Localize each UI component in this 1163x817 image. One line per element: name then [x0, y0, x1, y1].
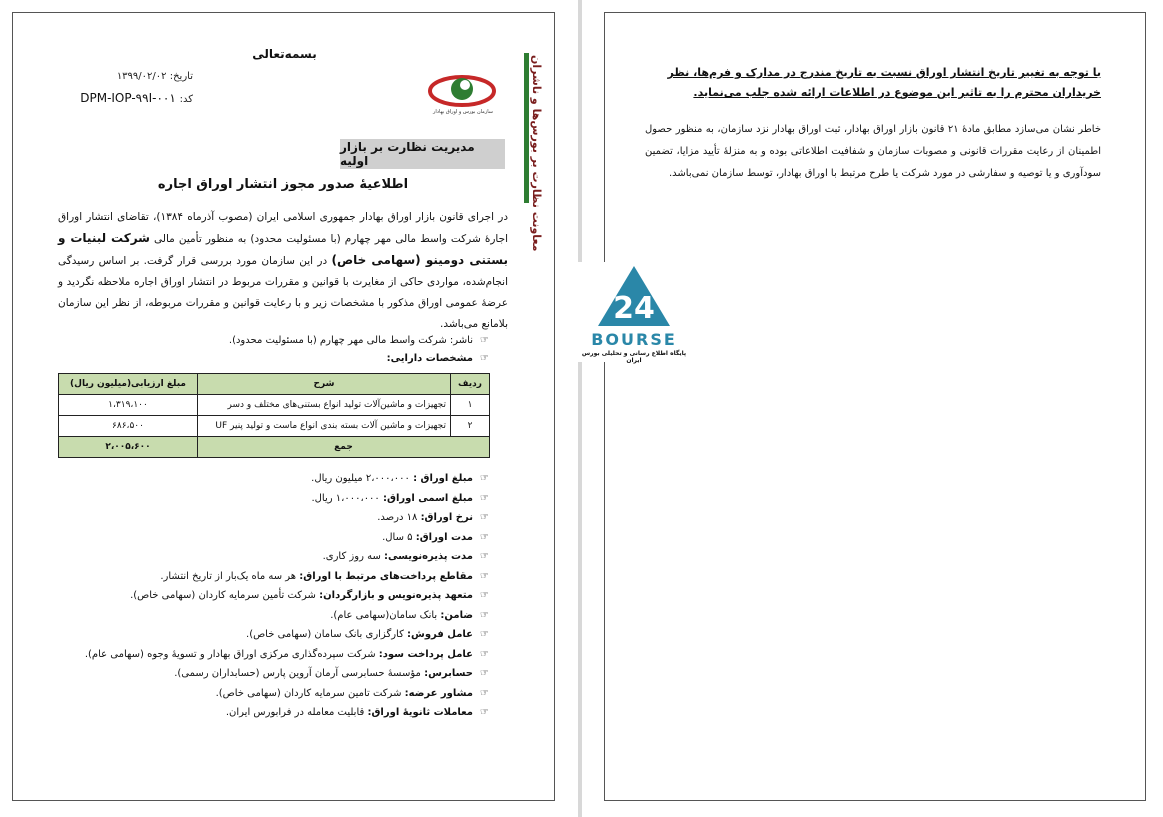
detail-item [69, 703, 489, 723]
issuer-list [69, 332, 489, 368]
bullet-icon: ☞ [480, 648, 489, 660]
details-list [69, 469, 489, 723]
table-cell: تجهیزات و ماشین آلات بسته بندی انواع ماست و تولید پنیر UF [198, 416, 451, 437]
detail-value: شرکت سپرده‌گذاری مرکزی اوراق بهادار و تسویۀ وجوه (سهامی عام). [84, 648, 376, 660]
sidebar-vertical-text: معاونت نظارت بر بورس‌ها و ناشران [530, 55, 543, 252]
table-cell: ۱،۳۱۹،۱۰۰ [59, 395, 198, 416]
bullet-icon: ☞ [480, 551, 489, 562]
detail-value: ۵ سال. [382, 531, 413, 543]
bullet-icon: ☞ [480, 492, 489, 504]
detail-label: حسابرس: [424, 668, 473, 679]
bullet-icon: ☞ [480, 609, 489, 621]
detail-label: مبلغ اسمی اوراق: [383, 492, 473, 504]
detail-value: شرکت تأمین سرمایه کاردان (سهامی خاص). [130, 590, 316, 601]
table-row [59, 416, 490, 437]
detail-label: متعهد پذیره‌نویس و بازارگردان: [319, 590, 473, 601]
detail-item [69, 489, 489, 509]
detail-value: شرکت تامین سرمایه کاردان (سهامی خاص). [215, 687, 402, 699]
detail-item [69, 567, 489, 587]
detail-item [69, 508, 489, 528]
detail-item [69, 547, 489, 567]
watermark-brand: BOURSE [591, 330, 677, 349]
detail-item [69, 625, 489, 645]
table-header-cell: شرح [198, 374, 451, 395]
detail-value: قابلیت معامله در فرابورس ایران. [225, 707, 365, 718]
detail-item [69, 586, 489, 606]
bullet-icon: ☞ [480, 668, 489, 679]
bullet-icon: ☞ [480, 590, 489, 601]
detail-value: ۱۸ درصد. [377, 512, 418, 523]
detail-label: مدت اوراق: [415, 531, 473, 543]
table-header-cell: ردیف [451, 374, 490, 395]
detail-item [69, 606, 489, 626]
right-page [604, 12, 1146, 801]
bullet-icon: ☞ [480, 335, 489, 346]
detail-label: ضامن: [440, 609, 473, 621]
code-label: کد: [179, 94, 193, 105]
watermark-number: 24 [613, 291, 655, 326]
detail-value: کارگزاری بانک سامان (سهامی خاص). [246, 629, 404, 640]
detail-label: مدت پذیره‌نویسی: [384, 551, 473, 562]
detail-value: ۲،۰۰۰،۰۰۰ میلیون ریال. [311, 473, 410, 484]
detail-label: مبلغ اوراق : [413, 473, 473, 484]
date-line [73, 71, 193, 82]
sec-logo-icon [426, 65, 498, 125]
detail-value: سه روز کاری. [322, 551, 381, 562]
basmala-header: بسمه‌تعالی [252, 47, 317, 61]
table-cell: ۶۸۶،۵۰۰ [59, 416, 198, 437]
paragraph-part-1: در اجرای قانون بازار اوراق بهادار جمهوری اسلامی ایران (مصوب آذرماه ۱۳۸۴)، تقاضای انتشار اوراق اجارۀ شرکت واسط مالی مهر چهارم (با مسئولیت محدود) به منظور تأمین مالی [58, 211, 509, 245]
date-value: ۱۳۹۹/۰۲/۰۲ [116, 71, 167, 82]
detail-value: بانک سامان(سهامی عام). [330, 609, 438, 621]
bullet-icon: ☞ [480, 707, 489, 718]
page-divider [578, 0, 582, 817]
intro-paragraph [58, 207, 508, 335]
table-row [59, 395, 490, 416]
company-name: شرکت لبنیات و بستنی دومینو (سهامی خاص) [58, 231, 508, 267]
code-line [53, 91, 193, 105]
detail-item [69, 684, 489, 704]
detail-item [69, 469, 489, 489]
bullet-icon: ☞ [480, 353, 489, 364]
bullet-icon: ☞ [480, 531, 489, 543]
detail-label: مقاطع پرداخت‌های مرتبط با اوراق: [299, 570, 473, 582]
bullet-icon: ☞ [480, 629, 489, 640]
detail-item [69, 645, 489, 665]
detail-item [69, 664, 489, 684]
bullet-icon: ☞ [480, 512, 489, 523]
issuer-item [69, 332, 489, 350]
table-cell: ۱ [451, 395, 490, 416]
detail-label: معاملات ثانویۀ اوراق: [367, 707, 473, 718]
watermark-caption: پایگاه اطلاع رسانی و تحلیلی بورس ایران [581, 350, 687, 364]
sec-logo [426, 65, 498, 125]
assets-item [69, 350, 489, 368]
table-header-cell: مبلغ ارزیابی(میلیون ریال) [59, 374, 198, 395]
management-box: مدیریت نظارت بر بازار اولیه [340, 139, 505, 169]
detail-value: هر سه ماه یک‌بار از تاریخ انتشار. [160, 570, 297, 582]
detail-label: عامل فروش: [407, 629, 473, 640]
bullet-icon: ☞ [480, 570, 489, 582]
assets-text: مشخصات دارایی: [386, 353, 473, 364]
date-label: تاریخ: [169, 71, 193, 82]
detail-label: مشاور عرضه: [404, 687, 473, 699]
notice-title: اطلاعیۀ صدور مجوز انتشار اوراق اجاره [157, 177, 409, 192]
table-header-row [59, 374, 490, 395]
issuer-text: ناشر: شرکت واسط مالی مهر چهارم (با مسئولیت محدود). [228, 335, 473, 346]
table-total-row [59, 437, 490, 458]
total-label: جمع [198, 437, 490, 458]
bourse-watermark [578, 262, 690, 362]
detail-item [69, 528, 489, 548]
bullet-icon: ☞ [480, 687, 489, 699]
disclaimer-paragraph: خاطر نشان می‌سازد مطابق مادۀ ۲۱ قانون بازار اوراق بهادار، ثبت اوراق بهادار نزد سازمان، به منظور حصول اطمینان از رعایت مقررات قانونی و مصوبات سازمان و شفافیت اطلاعاتی بوده و به منزلۀ تأیید مزایا، تضمین سودآوری و یا توصیه و سفارشی در مورد شرکت یا طرح مرتبط با اوراق بهادار، توسط سازمان نمی‌باشد. [645, 124, 1102, 179]
date-change-notice: با توجه به تغییر تاریخ انتشار اوراق نسبت به تاریخ مندرج در مدارک و فرم‌ها، نظر خریداران محترم را به تاثیر این موضوع در اطلاعات ارائه شده جلب می‌نماید. [667, 66, 1101, 99]
paragraph-part-2: در این سازمان مورد بررسی قرار گرفت. بر اساس رسیدگی انجام‌شده، مواردی حاکی از مغایرت با قوانین و مقررات مربوط در انتشار اوراق اجاره ملاحظه نگردید و عرضۀ عمومی اوراق مذکور با مشخصات زیر و با رعایت قوانین و مقررات مربوطه، از نظر این سازمان بلامانع می‌باشد. [58, 255, 508, 330]
detail-value: مؤسسۀ حسابرسی آرمان آروین پارس (حسابداران رسمی). [174, 668, 421, 679]
table-cell: تجهیزات و ماشین‌آلات تولید انواع بستنی‌های مختلف و دسر [198, 395, 451, 416]
detail-label: نرخ اوراق: [420, 512, 473, 523]
left-page [12, 12, 555, 801]
bullet-icon: ☞ [480, 473, 489, 484]
detail-label: عامل پرداخت سود: [378, 648, 473, 660]
logo-caption: سازمان بورس و اوراق بهادار [432, 109, 493, 115]
table-cell: ۲ [451, 416, 490, 437]
bourse-logo-icon [578, 262, 690, 330]
assets-table [58, 373, 490, 458]
detail-value: ۱،۰۰۰،۰۰۰ ریال. [311, 492, 380, 504]
total-value: ۲،۰۰۵،۶۰۰ [59, 437, 198, 458]
code-value: DPM-IOP-۹۹I-۰۰۱ [80, 91, 176, 105]
